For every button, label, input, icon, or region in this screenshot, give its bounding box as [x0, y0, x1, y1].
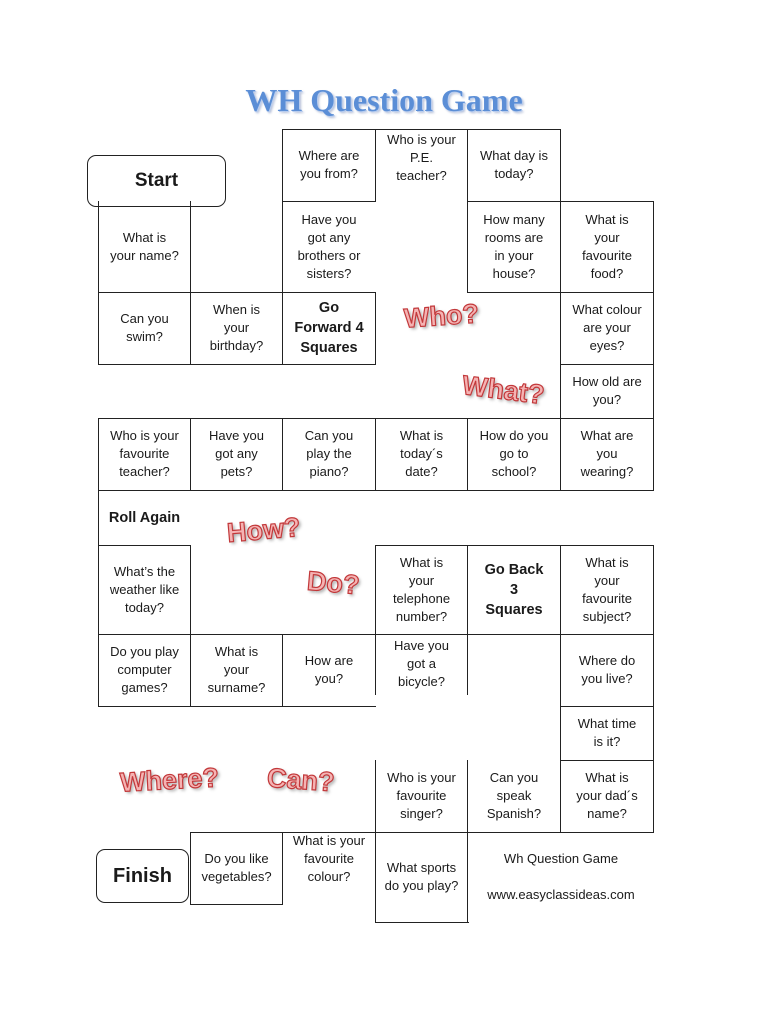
square-where-from: Where are you from? — [298, 148, 360, 181]
square-swim: Can you swim? — [120, 311, 169, 344]
square-telephone: What is your telephone number? — [392, 554, 451, 624]
square-roll-again: Roll Again — [108, 509, 181, 526]
callout-where: Where? — [119, 762, 220, 798]
square-pets: Have you got any pets? — [209, 428, 264, 479]
square-old: How old are you? — [572, 374, 642, 407]
square-surname: What is your surname? — [207, 644, 266, 695]
grid-line — [98, 706, 376, 707]
square-dad-name: What is your dad´s name? — [576, 770, 638, 821]
square-eyes: What colour are your eyes? — [572, 302, 642, 353]
square-singer: Who is your favourite singer? — [387, 770, 456, 821]
square-rooms: How many rooms are in your house? — [483, 211, 545, 281]
callout-can: Can? — [266, 762, 336, 798]
square-date: What is today´s date? — [399, 428, 444, 479]
square-sports: What sports do you play? — [384, 860, 459, 893]
square-piano: Can you play the piano? — [304, 428, 354, 479]
square-go-back-3: Go Back 3 Squares — [484, 561, 544, 618]
square-fav-teacher: Who is your favourite teacher? — [110, 428, 179, 479]
square-fav-food: What is your favourite food? — [582, 211, 632, 281]
square-name: What is your name? — [110, 229, 179, 263]
start-label: Start — [134, 170, 179, 191]
square-bicycle: Have you got a bicycle? — [394, 638, 449, 689]
grid-line — [190, 904, 283, 905]
square-how-are-you: How are you? — [304, 653, 354, 686]
footer-website: www.easyclassideas.com — [487, 887, 635, 902]
callout-how: How? — [225, 511, 302, 549]
square-wearing: What are you wearing? — [580, 428, 634, 479]
square-spanish: Can you speak Spanish? — [486, 770, 542, 821]
square-day-today: What day is today? — [480, 148, 548, 181]
square-fav-subject: What is your favourite subject? — [582, 554, 632, 624]
square-fav-colour: What is your favourite colour? — [292, 833, 366, 884]
square-pe-teacher: Who is your P.E. teacher? — [387, 131, 456, 183]
square-live: Where do you live? — [578, 653, 636, 686]
grid-line — [375, 922, 469, 923]
callout-who: Who? — [403, 298, 480, 334]
square-school: How do you go to school? — [479, 428, 549, 479]
grid-line — [98, 364, 376, 365]
square-vegetables: Do you like vegetables? — [201, 851, 272, 884]
square-birthday: When is your birthday? — [209, 302, 264, 353]
start-box — [87, 155, 226, 207]
footer-game-name: Wh Question Game — [503, 851, 619, 866]
square-weather: What’s the weather like today? — [109, 563, 180, 615]
square-computer-games: Do you play computer games? — [110, 644, 179, 695]
callout-what: What? — [460, 370, 547, 410]
finish-box — [96, 849, 189, 903]
finish-label: Finish — [113, 864, 172, 887]
square-time: What time is it? — [577, 716, 637, 749]
square-go-forward-4: Go Forward 4 Squares — [294, 300, 364, 356]
game-title: WH Question Game — [245, 82, 523, 118]
callout-do: Do? — [305, 565, 361, 601]
square-brothers: Have you got any brothers or sisters? — [297, 211, 361, 281]
